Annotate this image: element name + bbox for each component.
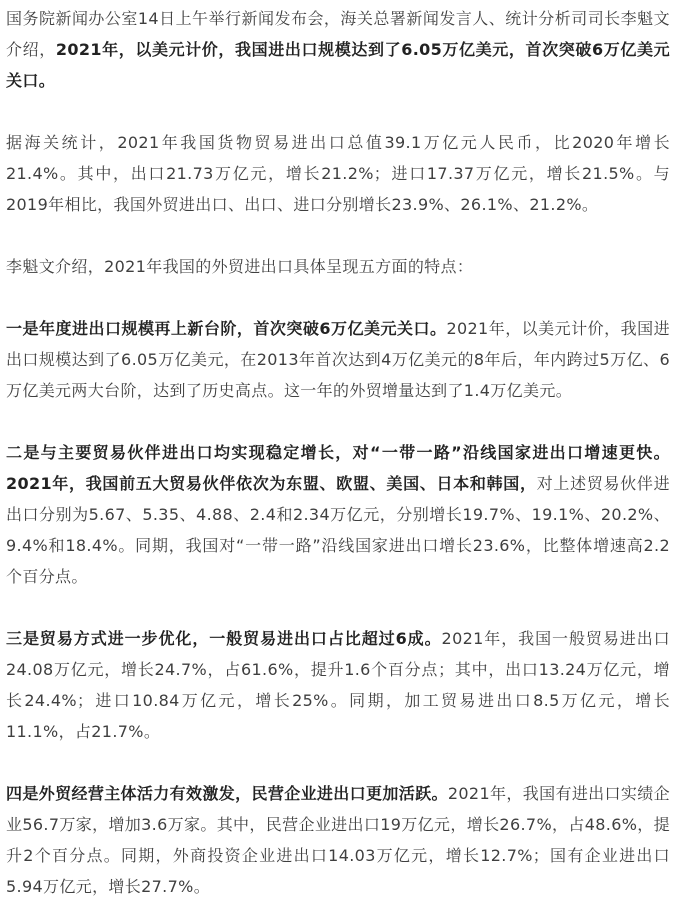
feature-three-text: 2021年，我国一般贸易进出口24.08万亿元，增长24.7%，占61.6%，提升1.6个百分点；其中，出口13.24万亿元，增长24.4%；进口10.84万亿元，增长25%。同期，加工贸易进出口8.5万亿元，增长11.1%，占21.7%。 <box>6 629 670 741</box>
feature-two-text: 对上述贸易伙伴进出口分别为5.67、5.35、4.88、2.4和2.34万亿元，分别增长19.7%、19.1%、20.2%、9.4%和18.4%。同期，我国对“一带一路”沿线国家进出口增长23.6%，比整体增速高2.2个百分点。 <box>6 474 670 586</box>
paragraph-trade-statistics <box>6 127 670 220</box>
intro-lead-text: 国务院新闻办公室14日上午举行新闻发布会，海关总署新闻发言人、统计分析司司长李魁文介绍， <box>6 9 670 59</box>
five-features-intro-text: 李魁文介绍，2021年我国的外贸进出口具体呈现五方面的特点： <box>6 257 474 276</box>
feature-four-heading: 四是外贸经营主体活力有效激发，民营企业进出口更加活跃。 <box>6 784 448 803</box>
feature-two-partners: 2021年，我国前五大贸易伙伴依次为东盟、欧盟、美国、日本和韩国， <box>6 474 537 493</box>
feature-one-text: 2021年，以美元计价，我国进出口规模达到了6.05万亿美元，在2013年首次达到4万亿美元的8年后，年内跨过5万亿、6万亿美元两大台阶，达到了历史高点。这一年的外贸增量达到了1.4万亿美元。 <box>6 319 670 400</box>
feature-two-heading: 二是与主要贸易伙伴进出口均实现稳定增长，对“一带一路”沿线国家进出口增速更快。 <box>6 443 670 462</box>
intro-highlight-text: 2021年，以美元计价，我国进出口规模达到了6.05万亿美元，首次突破6万亿美元关口。 <box>6 40 670 90</box>
paragraph-feature-one <box>6 313 670 406</box>
paragraph-intro <box>6 3 670 96</box>
trade-statistics-text: 据海关统计，2021年我国货物贸易进出口总值39.1万亿元人民币，比2020年增长21.4%。其中，出口21.73万亿元，增长21.2%；进口17.37万亿元，增长21.5%。与2019年相比，我国外贸进出口、出口、进口分别增长23.9%、26.1%、21.2%。 <box>6 133 670 214</box>
paragraph-five-features-intro <box>6 251 670 282</box>
feature-four-text: 2021年，我国有进出口实绩企业56.7万家，增加3.6万家。其中，民营企业进出口19万亿元，增长26.7%，占48.6%，提升2个百分点。同期，外商投资企业进出口14.03万亿元，增长12.7%；国有企业进出口5.94万亿元，增长27.7%。 <box>6 784 670 896</box>
paragraph-feature-two <box>6 437 670 592</box>
paragraph-feature-three <box>6 623 670 747</box>
news-article <box>6 3 670 902</box>
feature-three-heading: 三是贸易方式进一步优化，一般贸易进出口占比超过6成。 <box>6 629 442 648</box>
paragraph-feature-four <box>6 778 670 902</box>
feature-one-heading: 一是年度进出口规模再上新台阶，首次突破6万亿美元关口。 <box>6 319 447 338</box>
